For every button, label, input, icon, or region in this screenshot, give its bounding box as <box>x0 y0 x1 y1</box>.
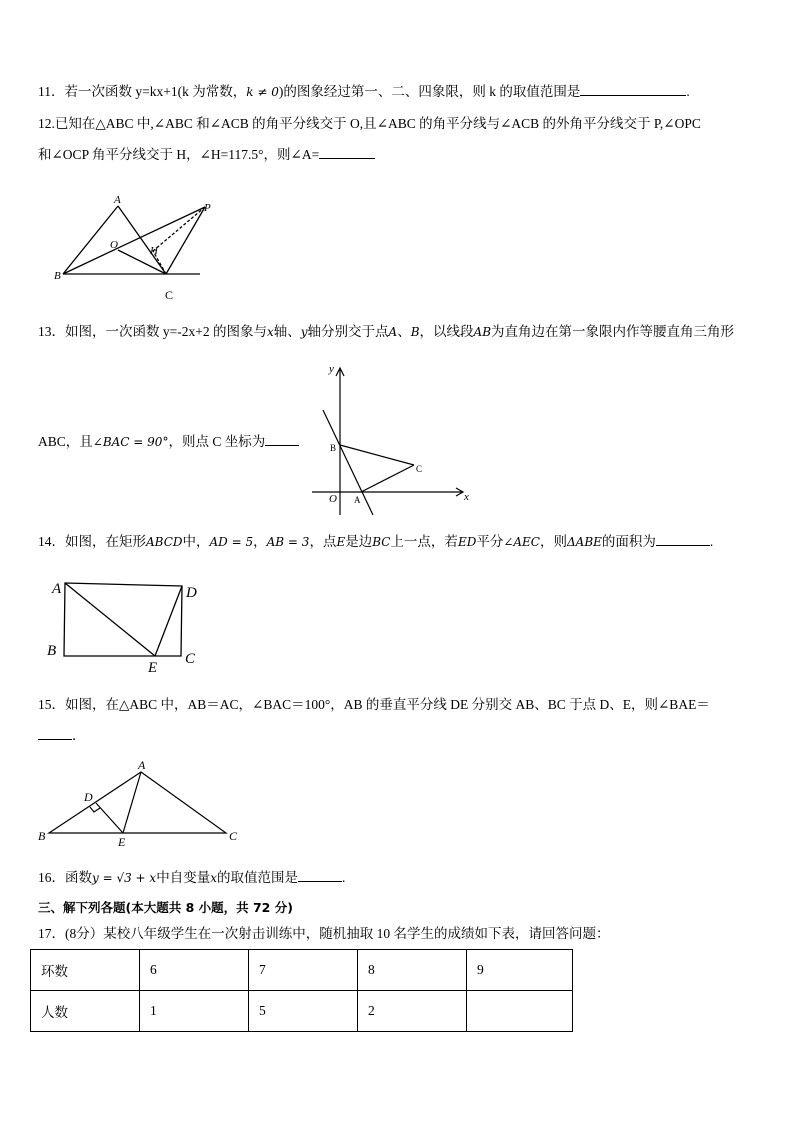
table-cell: 6 <box>140 950 249 991</box>
q14-label-c: C <box>185 651 196 667</box>
q12-label-b: B <box>54 270 61 282</box>
q14-ed: ED <box>457 535 477 549</box>
table-cell: 7 <box>249 950 358 991</box>
q13-t5: 为直角边在第一象限内作等腰直角三角形 <box>491 324 735 339</box>
q13-l2b: ，则点 C 坐标为 <box>168 434 266 449</box>
q16-t3: 的取值范围是 <box>216 870 298 885</box>
q16-line <box>38 869 345 887</box>
q14-t5: 上一点，若 <box>390 534 458 549</box>
q14-t6: 平分 <box>476 534 504 549</box>
q13-t2: 轴、 <box>273 324 301 339</box>
q17-score-table <box>30 949 573 1032</box>
q12-label-a: A <box>114 194 121 206</box>
q12-label-h: H <box>150 245 158 257</box>
q14-t2: 中， <box>182 534 210 549</box>
q16-t2: 中自变量 <box>156 870 211 885</box>
q14-rect: ABCD <box>146 535 183 549</box>
q13-t4: ，以线段 <box>419 324 474 339</box>
table-cell: 2 <box>358 991 467 1032</box>
q14-abe: ΔABE <box>567 535 602 549</box>
q14-aec: ∠AEC <box>503 535 540 549</box>
q13-t1: 13．如图，一次函数 y=-2x+2 的图象与 <box>38 324 267 339</box>
q14-t4: 是边 <box>345 534 373 549</box>
q14-t8: 的面积为 <box>601 534 656 549</box>
table-cell: 环数 <box>31 950 140 991</box>
q14-ad: AD = 5 <box>209 535 254 549</box>
q15-segment-ae <box>123 772 141 833</box>
q13-label-c: C <box>416 464 423 474</box>
q14-label-a: A <box>52 581 62 597</box>
q13-b: B <box>410 325 420 339</box>
q15-line1: 15．如图，在△ABC 中，AB＝AC，∠BAC＝100°，AB 的垂直平分线 DE 分别交 AB、BC 于点 D、E，则∠BAE＝ <box>38 697 710 712</box>
q15-label-c: C <box>229 829 238 843</box>
table-cell: 9 <box>467 950 573 991</box>
q16-end: . <box>341 870 346 885</box>
q14-t7: ，则 <box>540 534 567 549</box>
q13-ab: AB <box>473 325 492 339</box>
q16-variable: x <box>210 871 217 885</box>
table-cell: 5 <box>249 991 358 1032</box>
q15-label-d: D <box>84 790 93 804</box>
q13-y: y <box>300 325 308 339</box>
q13-x: x <box>266 325 274 339</box>
q13-label-a: A <box>354 495 361 505</box>
q16-function: y = √3 + x <box>92 871 157 885</box>
table-cell-empty[interactable] <box>467 991 573 1032</box>
q14-c1: ， <box>253 534 267 549</box>
q13-sep: 、 <box>397 324 411 339</box>
table-cell: 1 <box>140 991 249 1032</box>
q12-label-o: O <box>110 239 118 251</box>
q14-ab: AB = 3 <box>266 535 310 549</box>
q15-label-b: B <box>38 829 46 843</box>
q14-t3: ，点 <box>309 534 337 549</box>
q14-t1: 14．如图，在矩形 <box>38 534 146 549</box>
table-cell: 人数 <box>31 991 140 1032</box>
q11-end: . <box>686 84 690 99</box>
q15-segment-de <box>96 803 123 833</box>
q15-triangle-abc <box>49 772 226 833</box>
q12-label-c: C <box>165 288 174 302</box>
q15-label-a: A <box>138 758 146 772</box>
q12-line2-text: 和∠OCP 角平分线交于 H，∠H=117.5°，则∠A= <box>38 147 320 162</box>
q15-right-angle-mark <box>90 807 100 812</box>
q12-label-p: P <box>204 202 211 214</box>
q15-end: ． <box>72 728 86 743</box>
q13-l2a: ABC，且 <box>38 434 93 449</box>
q14-label-e: E <box>148 660 158 676</box>
q14-end: . <box>709 534 714 549</box>
q13-label-x: x <box>464 491 469 503</box>
q13-label-y: y <box>329 363 334 375</box>
q14-label-d: D <box>186 585 197 601</box>
q14-bc: BC <box>372 535 391 549</box>
table-row <box>31 991 573 1032</box>
q17-text: 17．(8分）某校八年级学生在一次射击训练中，随机抽取 10 名学生的成绩如下表，请回答问题： <box>38 926 610 941</box>
q13-angle: ∠BAC = 90° <box>92 435 169 449</box>
q13-a: A <box>388 325 398 339</box>
q11-text-b: )的图象经过第一、二、四象限，则 k 的取值范围是 <box>278 84 581 99</box>
table-row <box>31 950 573 991</box>
q13-label-b: B <box>330 443 337 453</box>
q11-condition: k ≠ 0 <box>246 85 279 99</box>
q14-label-b: B <box>47 643 57 659</box>
section-3-heading: 三、解下列各题(本大题共 8 小题，共 72 分) <box>38 900 293 915</box>
table-cell: 8 <box>358 950 467 991</box>
q13-label-o: O <box>329 493 337 505</box>
q12-line1: 12.已知在△ABC 中,∠ABC 和∠ACB 的角平分线交于 O,且∠ABC 的角平分线与∠ACB 的外角平分线交于 P,∠OPC <box>38 116 701 131</box>
q16-t1: 16．函数 <box>38 870 92 885</box>
q11-text-a: 11．若一次函数 y=kx+1(k 为常数， <box>38 84 247 99</box>
q16-answer-blank[interactable] <box>298 869 342 882</box>
q13-t3: 轴分别交于点 <box>307 324 389 339</box>
q15-label-e: E <box>118 835 126 849</box>
q14-e: E <box>336 535 346 549</box>
